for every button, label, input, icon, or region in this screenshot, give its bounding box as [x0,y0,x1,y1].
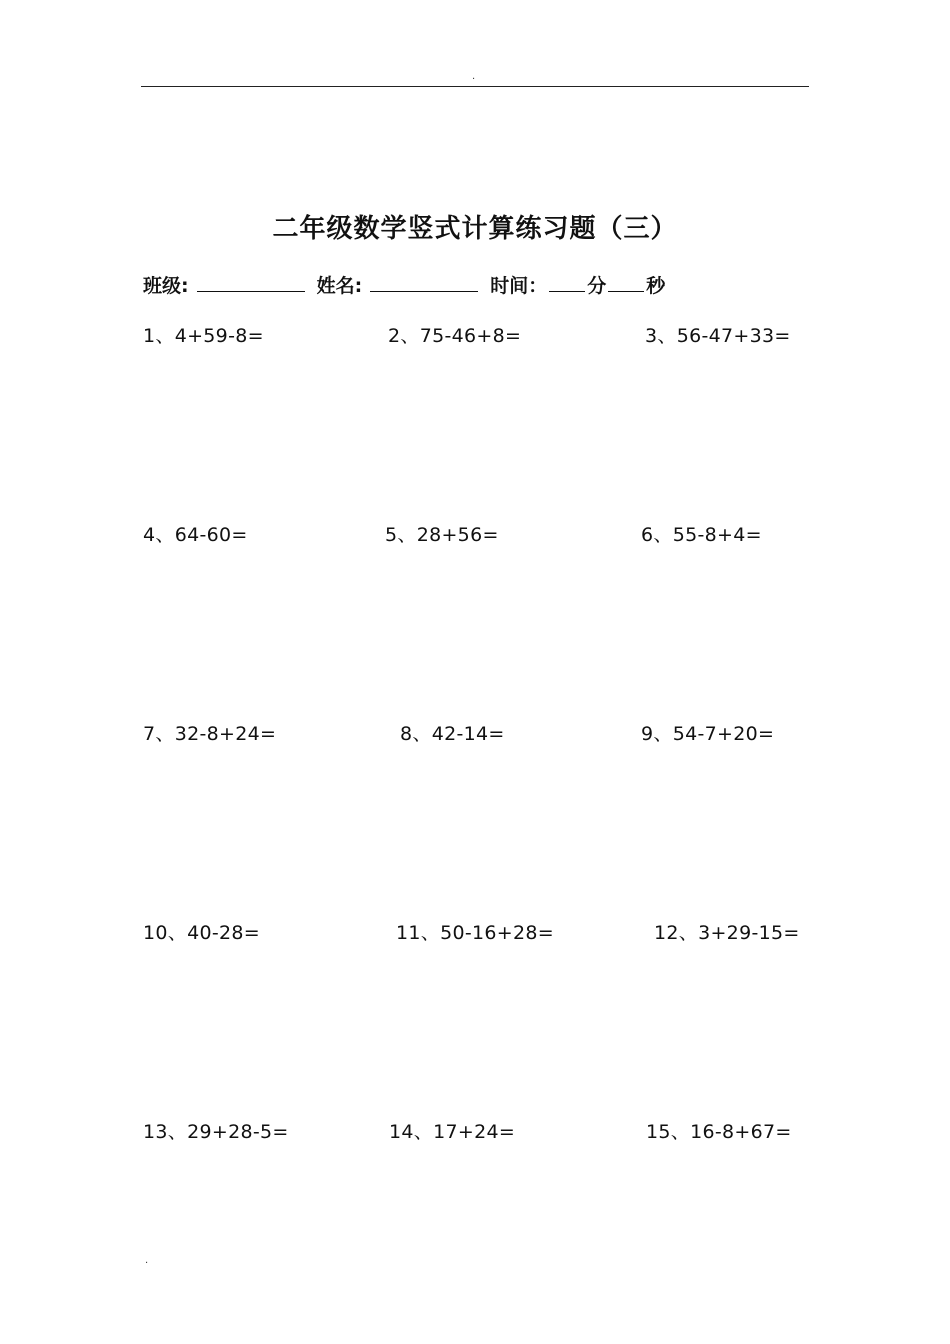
problem-15: 15、16-8+67= [646,1121,792,1143]
minutes-blank [549,273,585,292]
seconds-blank [608,273,644,292]
problem-5: 5、28+56= [385,524,499,546]
problem-12: 12、3+29-15= [654,922,800,944]
problem-13: 13、29+28-5= [143,1121,289,1143]
problem-3: 3、56-47+33= [645,325,791,347]
class-blank [197,273,305,292]
second-label: 秒 [646,275,666,297]
student-info-line [143,272,665,300]
problem-10: 10、40-28= [143,922,261,944]
name-label: 姓名: [316,275,363,297]
problem-11: 11、50-16+28= [396,922,555,944]
problem-8: 8、42-14= [400,723,505,745]
footer-dot: . [145,1255,149,1266]
class-label: 班级: [143,275,189,297]
time-label: 时间： [490,275,548,297]
problem-9: 9、54-7+20= [641,723,775,745]
page-title: 二年级数学竖式计算练习题（三） [272,214,678,244]
problem-1: 1、4+59-8= [143,325,264,347]
problem-6: 6、55-8+4= [641,524,762,546]
problem-7: 7、32-8+24= [143,723,277,745]
name-blank [370,273,478,292]
problem-4: 4、64-60= [143,524,248,546]
header-dot: . [472,71,476,82]
header-rule [141,86,809,87]
problem-2: 2、75-46+8= [388,325,522,347]
problem-14: 14、17+24= [389,1121,516,1143]
minute-label: 分 [587,275,607,297]
